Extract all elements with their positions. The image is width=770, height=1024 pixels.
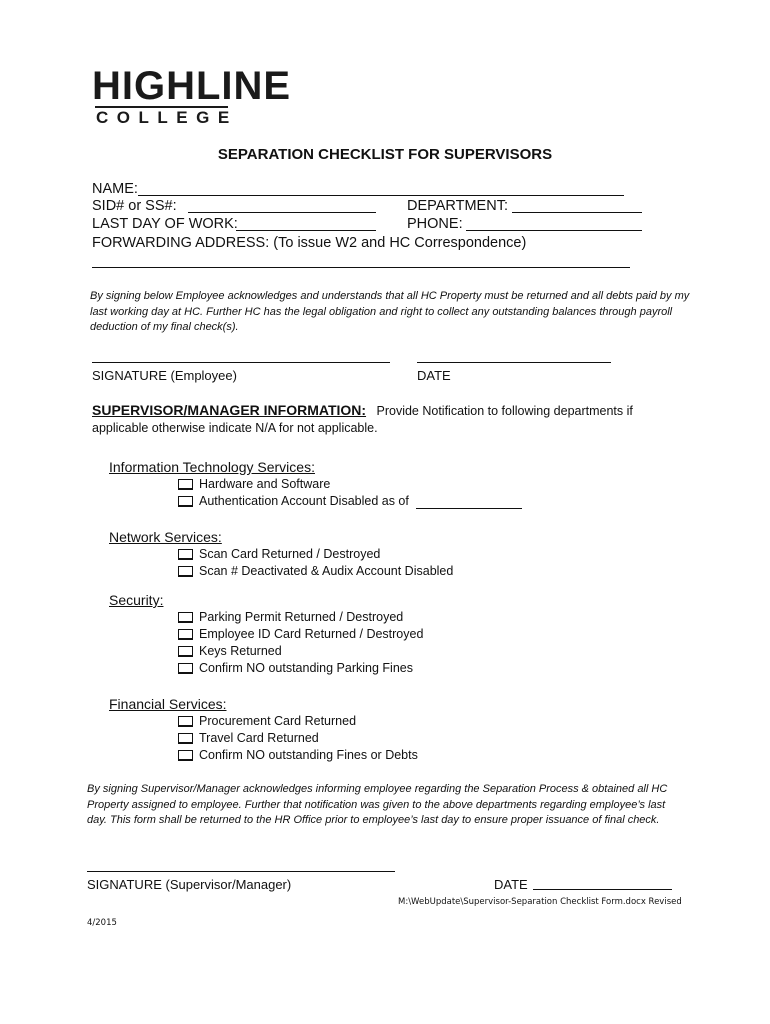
checkbox-label: Confirm NO outstanding Fines or Debts [199, 748, 418, 762]
supervisor-statement: By signing Supervisor/Manager acknowledges informing employee regarding the Separation Process & obtained all HC Property assigned to employee. Further that notification was given to the above departments regarding employee’s last day. This form shall be returned to the HR Office prior to employee’s last day to ensure proper issuance of final check. [87, 783, 668, 826]
checkbox-item-procurement-card[interactable] [178, 714, 356, 728]
sid-label: SID# or SS#: [92, 198, 177, 214]
phone-field[interactable] [407, 216, 463, 232]
page-title: SEPARATION CHECKLIST FOR SUPERVISORS [217, 146, 553, 163]
footer-revision-date: 4/2015 [87, 918, 117, 928]
checkbox-icon[interactable] [178, 646, 193, 657]
checkbox-item-authentication[interactable] [178, 494, 409, 508]
checkbox-label: Keys Returned [199, 644, 282, 658]
phone-label: PHONE: [407, 216, 463, 232]
checkbox-icon[interactable] [178, 716, 193, 727]
employee-statement: By signing below Employee acknowledges and understands that all HC Property must be returned and all debts paid by my last working day at HC. Further HC has the legal obligation and right to collect any outstanding balances through payroll deduction of my final check(s). [90, 290, 690, 333]
section-network-title: Network Services: [109, 529, 222, 545]
section-security-title: Security: [109, 592, 164, 608]
checkbox-label: Parking Permit Returned / Destroyed [199, 610, 404, 624]
employee-date-line[interactable] [417, 362, 611, 363]
last-day-field[interactable] [92, 216, 238, 232]
checkbox-item-employee-id[interactable] [178, 627, 423, 641]
checkbox-label: Hardware and Software [199, 477, 331, 491]
checkbox-label: Scan Card Returned / Destroyed [199, 547, 381, 561]
checkbox-item-parking-permit[interactable] [178, 610, 403, 624]
checkbox-label: Travel Card Returned [199, 731, 319, 745]
section-it-title: Information Technology Services: [109, 459, 315, 475]
checkbox-label: Authentication Account Disabled as of [199, 494, 409, 508]
checkbox-icon[interactable] [178, 663, 193, 674]
last-day-label: LAST DAY OF WORK: [92, 216, 238, 232]
checkbox-label: Confirm NO outstanding Parking Fines [199, 661, 413, 675]
forwarding-address-line[interactable] [92, 267, 630, 268]
name-field[interactable] [92, 181, 138, 197]
department-label: DEPARTMENT: [407, 198, 508, 214]
name-label: NAME: [92, 181, 138, 197]
checkbox-icon[interactable] [178, 496, 193, 507]
checkbox-item-parking-fines[interactable] [178, 661, 413, 675]
checkbox-icon[interactable] [178, 612, 193, 623]
checkbox-item-fines-debts[interactable] [178, 748, 418, 762]
department-line [512, 212, 642, 213]
last-day-line [236, 230, 376, 231]
phone-line [466, 230, 642, 231]
forwarding-address-label: FORWARDING ADDRESS: (To issue W2 and HC Correspondence) [92, 235, 527, 251]
checkbox-icon[interactable] [178, 479, 193, 490]
supervisor-info-heading: SUPERVISOR/MANAGER INFORMATION: [92, 402, 367, 418]
checkbox-icon[interactable] [178, 733, 193, 744]
checkbox-item-scan-card[interactable] [178, 547, 380, 561]
section-financial-title: Financial Services: [109, 696, 227, 712]
supervisor-info-heading-row [92, 402, 633, 420]
name-line [138, 195, 624, 196]
employee-signature-line[interactable] [92, 362, 390, 363]
checkbox-label: Procurement Card Returned [199, 714, 357, 728]
supervisor-signature-label: SIGNATURE (Supervisor/Manager) [87, 877, 292, 892]
sid-line [188, 212, 376, 213]
checkbox-item-scan-deactivated[interactable] [178, 564, 453, 578]
supervisor-date-line[interactable] [533, 889, 672, 890]
checkbox-item-travel-card[interactable] [178, 731, 319, 745]
checkbox-item-hardware[interactable] [178, 477, 330, 491]
authentication-date-line[interactable] [416, 508, 522, 509]
checkbox-icon[interactable] [178, 549, 193, 560]
checkbox-item-keys[interactable] [178, 644, 282, 658]
college-logo-top: HIGHLINE [92, 64, 292, 108]
checkbox-icon[interactable] [178, 566, 193, 577]
supervisor-info-note-line2: applicable otherwise indicate N/A for not applicable. [92, 421, 378, 435]
supervisor-date-label: DATE [494, 877, 528, 892]
supervisor-info-note-line1: Provide Notification to following departments if [376, 404, 633, 418]
checkbox-icon[interactable] [178, 750, 193, 761]
sid-field[interactable] [92, 198, 177, 214]
employee-signature-label: SIGNATURE (Employee) [92, 368, 237, 383]
supervisor-signature-line[interactable] [87, 871, 395, 872]
checkbox-label: Scan # Deactivated & Audix Account Disabled [199, 564, 454, 578]
employee-date-label: DATE [417, 368, 451, 383]
department-field[interactable] [407, 198, 508, 214]
checkbox-icon[interactable] [178, 629, 193, 640]
footer-file-path: M:\WebUpdate\Supervisor-Separation Checklist Form.docx Revised [398, 897, 682, 907]
college-logo-bottom: COLLEGE [96, 108, 238, 127]
checkbox-label: Employee ID Card Returned / Destroyed [199, 627, 424, 641]
